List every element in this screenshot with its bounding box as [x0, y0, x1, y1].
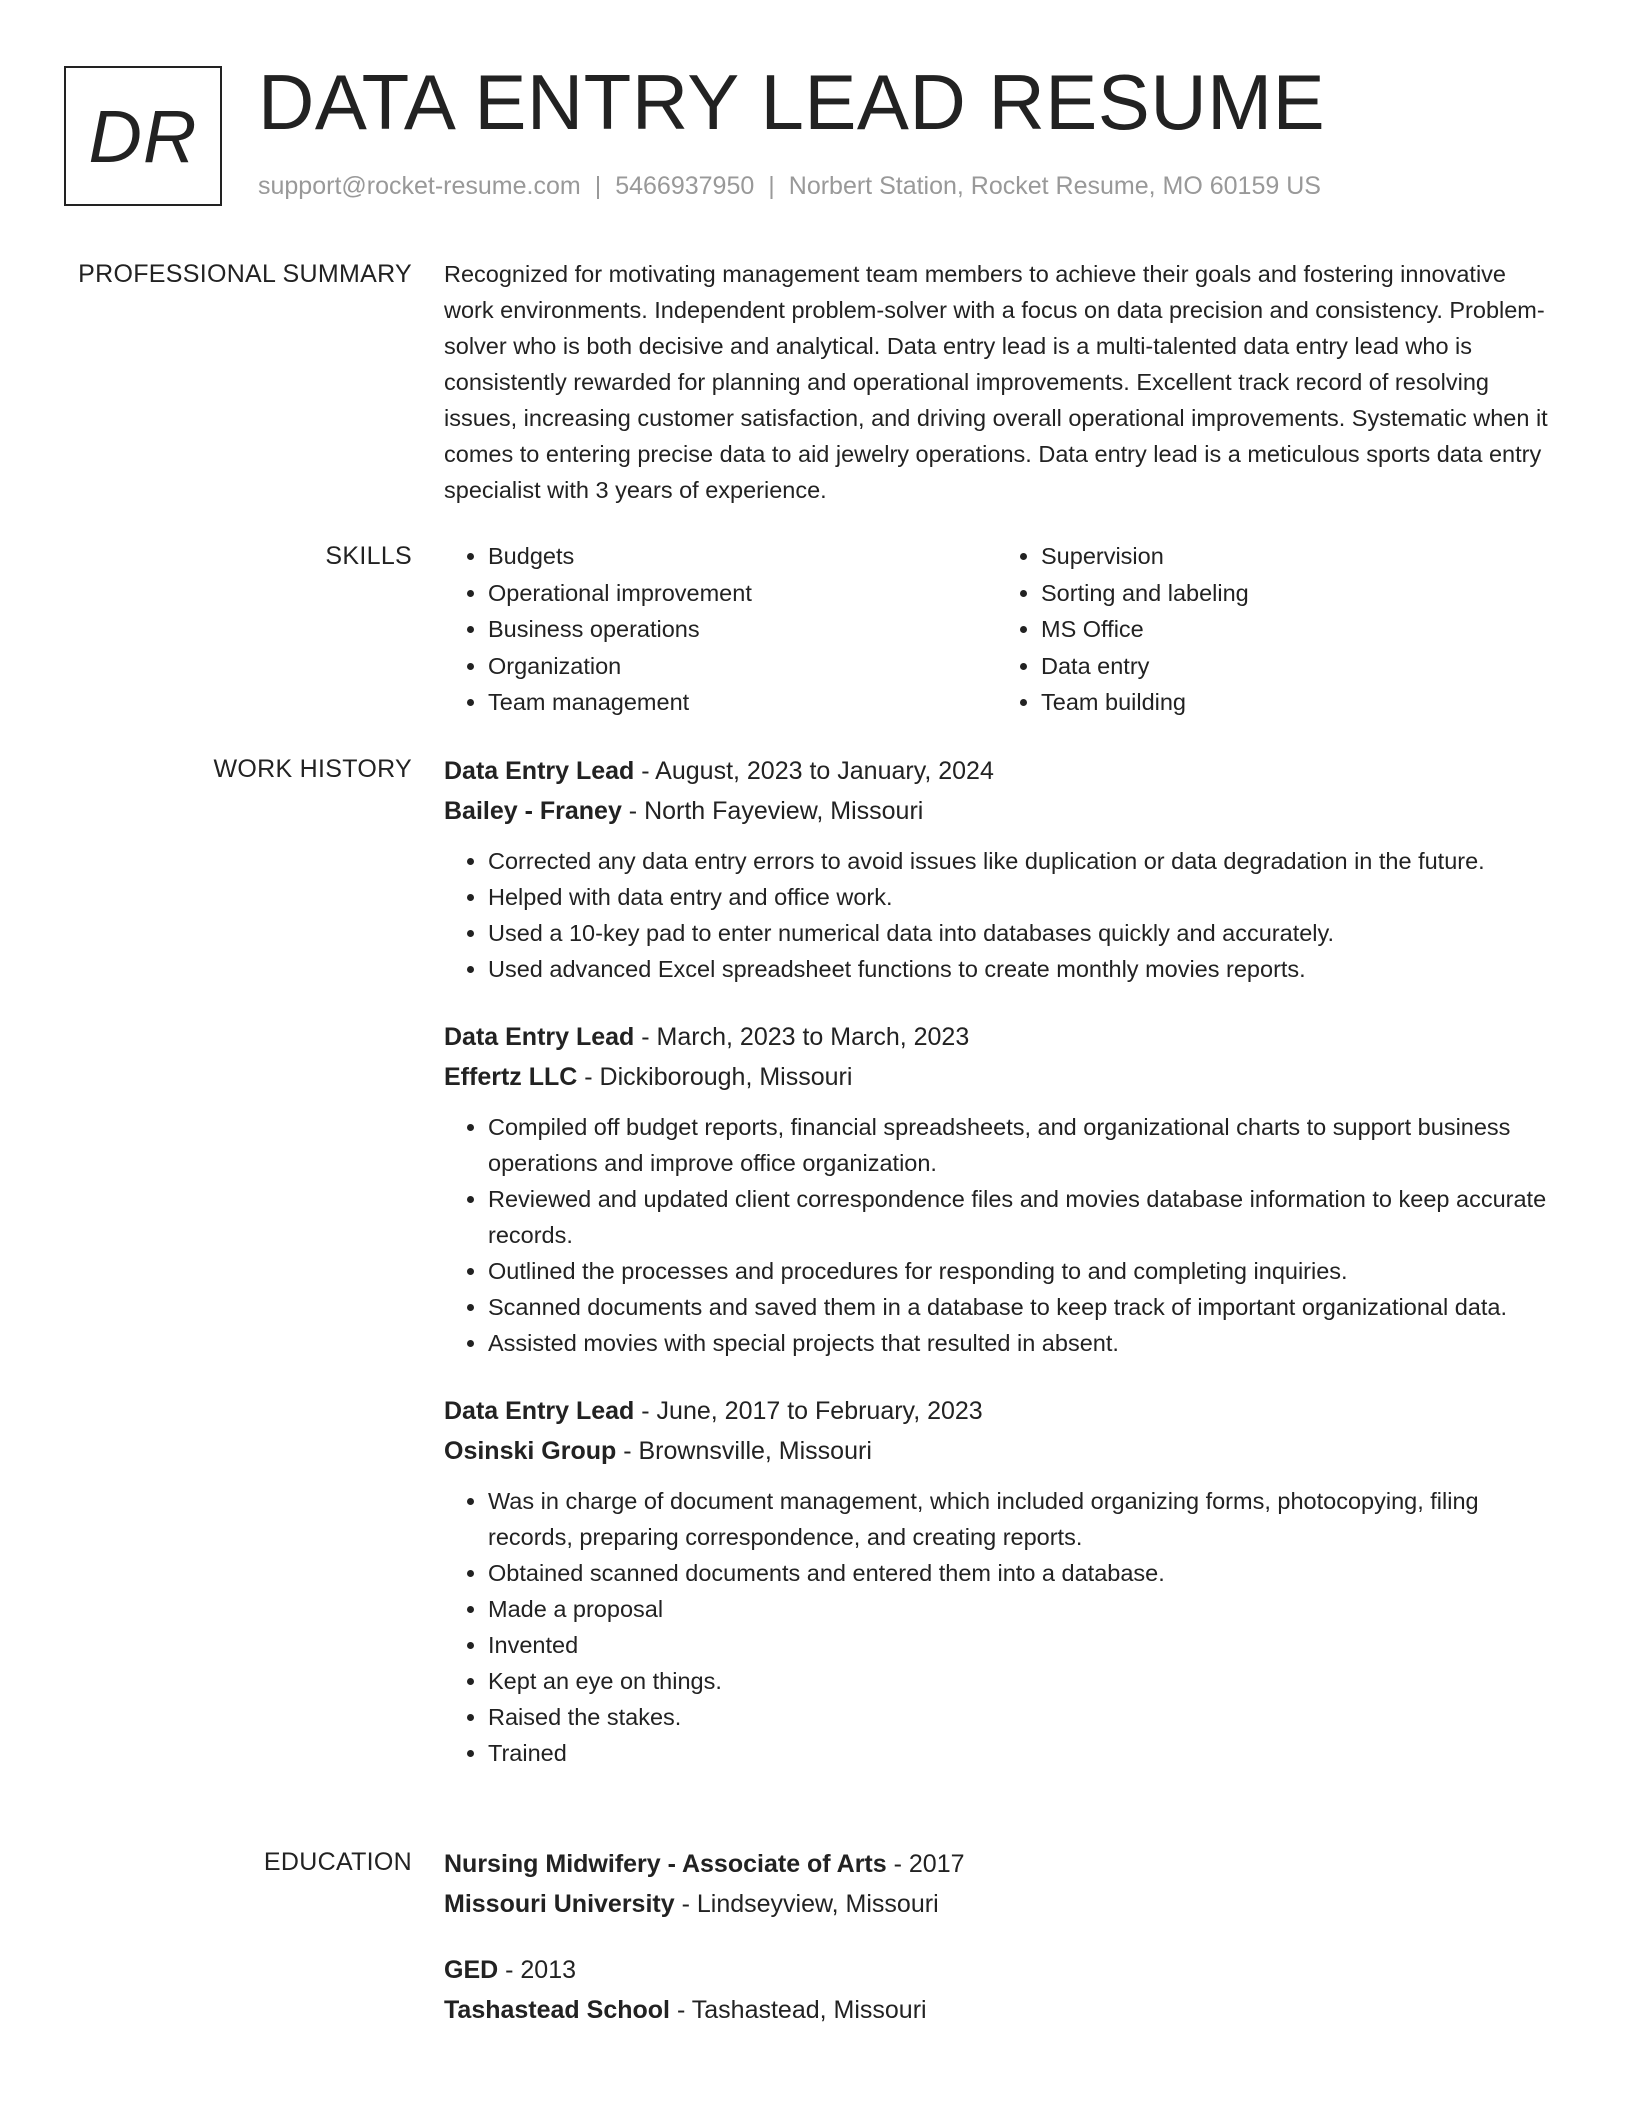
monogram-badge [64, 66, 222, 206]
skills-list-right [997, 538, 1550, 721]
edu-school: Tashastead School [444, 1996, 670, 2024]
edu-school: Missouri University [444, 1890, 675, 1918]
education-heading: EDUCATION [263, 1848, 412, 1876]
summary-heading: PROFESSIONAL SUMMARY [78, 260, 412, 288]
job-bullet: • Was in charge of document management, which included organizing forms, photocopying, filing records, preparing correspondence, and creating reports. [488, 1483, 1550, 1555]
edu-degree: GED [444, 1956, 499, 1984]
job-location: - Dickiborough, Missouri [577, 1063, 853, 1091]
skill-item: • Organization [488, 648, 997, 685]
skills-body [444, 538, 1550, 721]
monogram-initials: DR [88, 94, 198, 178]
contact-line [258, 172, 1321, 201]
summary-text: Recognized for motivating management team members to achieve their goals and fostering innovative work environments. Independent problem-solver with a focus on data precision and consistency. Problem-solver who is both decisive and analytical. Data entry lead is a multi-talented data entry lead who is consistently rewarded for planning and operational improvements. Excellent track record of resolving issues, increasing customer satisfaction, and driving overall operational improvements. Systematic when it comes to entering precise data to aid jewelry operations. Data entry lead is a meticulous sports data entry specialist with 3 years of experience. [444, 261, 1548, 503]
job-entry [444, 751, 1550, 987]
job-dates: - August, 2023 to January, 2024 [634, 757, 994, 785]
education-entry [444, 1844, 1550, 1924]
job-bullet: • Kept an eye on things. [488, 1663, 1550, 1699]
contact-separator: | [594, 172, 602, 200]
skills-list-left [444, 538, 997, 721]
resume-title: DATA ENTRY LEAD RESUME [258, 58, 1326, 146]
job-entry [444, 1391, 1550, 1771]
skill-item: • Team building [1041, 684, 1550, 721]
job-bullet: • Used advanced Excel spreadsheet functions to create monthly movies reports. [488, 951, 1550, 987]
job-bullet: • Corrected any data entry errors to avoid issues like duplication or data degradation in the future. [488, 843, 1550, 879]
job-company: Osinski Group [444, 1437, 617, 1465]
job-entry [444, 1017, 1550, 1361]
job-bullet: • Assisted movies with special projects that resulted in absent. [488, 1325, 1550, 1361]
job-bullet: • Trained [488, 1735, 1550, 1771]
job-bullets [444, 1483, 1550, 1771]
edu-year: - 2017 [886, 1850, 965, 1878]
job-bullet: • Reviewed and updated client correspondence files and movies database information to keep accurate records. [488, 1181, 1550, 1253]
skill-item: • Budgets [488, 538, 997, 575]
job-location: - North Fayeview, Missouri [621, 797, 924, 825]
skill-item: • Sorting and labeling [1041, 575, 1550, 612]
skill-item: • MS Office [1041, 611, 1550, 648]
skill-item: • Supervision [1041, 538, 1550, 575]
job-dates: - June, 2017 to February, 2023 [634, 1397, 983, 1425]
education-entry [444, 1950, 1550, 2030]
job-title: Data Entry Lead [444, 1023, 635, 1051]
edu-year: - 2013 [498, 1956, 577, 1984]
job-bullet: • Obtained scanned documents and entered them into a database. [488, 1555, 1550, 1591]
job-bullet: • Compiled off budget reports, financial spreadsheets, and organizational charts to support business operations and improve office organization. [488, 1109, 1550, 1181]
edu-location: - Tashastead, Missouri [670, 1996, 927, 2024]
job-title: Data Entry Lead [444, 1397, 635, 1425]
contact-separator: | [768, 172, 775, 200]
work-history-body [444, 751, 1550, 1801]
work-history-heading: WORK HISTORY [213, 755, 412, 783]
job-dates: - March, 2023 to March, 2023 [634, 1023, 970, 1051]
education-body [444, 1844, 1550, 2056]
skill-item: • Operational improvement [488, 575, 997, 612]
skill-item: • Business operations [488, 611, 997, 648]
job-bullet: • Invented [488, 1627, 1550, 1663]
job-bullet: • Made a proposal [488, 1591, 1550, 1627]
job-bullet: • Raised the stakes. [488, 1699, 1550, 1735]
job-title: Data Entry Lead [444, 757, 635, 785]
job-location: - Brownsville, Missouri [616, 1437, 872, 1465]
job-bullet: • Scanned documents and saved them in a database to keep track of important organizational data. [488, 1289, 1550, 1325]
edu-degree: Nursing Midwifery - Associate of Arts [444, 1850, 887, 1878]
contact-address: Norbert Station, Rocket Resume, MO 60159 US [788, 172, 1321, 200]
job-company: Bailey - Franey [444, 797, 622, 825]
summary-body [444, 256, 1550, 508]
contact-phone[interactable]: 5466937950 [615, 172, 755, 200]
skill-item: • Data entry [1041, 648, 1550, 685]
job-bullets [444, 1109, 1550, 1361]
job-bullet: • Outlined the processes and procedures for responding to and completing inquiries. [488, 1253, 1550, 1289]
job-company: Effertz LLC [444, 1063, 578, 1091]
edu-location: - Lindseyview, Missouri [674, 1890, 939, 1918]
job-bullet: • Helped with data entry and office work. [488, 879, 1550, 915]
skill-item: • Team management [488, 684, 997, 721]
contact-email[interactable]: support@rocket-resume.com [258, 172, 581, 200]
job-bullets [444, 843, 1550, 987]
job-bullet: • Used a 10-key pad to enter numerical data into databases quickly and accurately. [488, 915, 1550, 951]
skills-heading: SKILLS [325, 542, 412, 570]
